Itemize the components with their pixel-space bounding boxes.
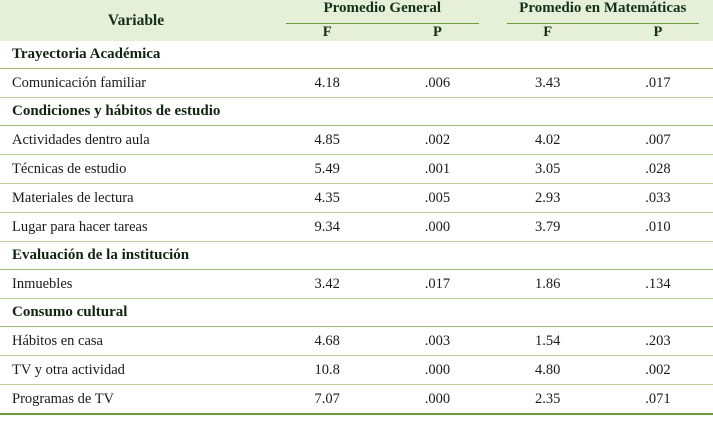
- cell-f-general: 5.49: [272, 155, 382, 184]
- cell-p-general: .000: [382, 385, 492, 415]
- section-label: Consumo cultural: [0, 299, 713, 327]
- row-label: Hábitos en casa: [0, 327, 272, 356]
- cell-p-general: .002: [382, 126, 492, 155]
- row-label: Técnicas de estudio: [0, 155, 272, 184]
- cell-f-matematicas: 4.80: [493, 356, 603, 385]
- cell-f-general: 9.34: [272, 213, 382, 242]
- cell-f-matematicas: 3.79: [493, 213, 603, 242]
- cell-p-general: .005: [382, 184, 492, 213]
- cell-f-general: 4.68: [272, 327, 382, 356]
- column-group-promedio-general-label: Promedio General: [286, 0, 479, 24]
- cell-p-matematicas: .071: [603, 385, 713, 415]
- table-row: [0, 270, 713, 299]
- table-row: [0, 126, 713, 155]
- header-group-row: [0, 0, 713, 24]
- cell-f-matematicas: 2.35: [493, 385, 603, 415]
- cell-f-general: 4.18: [272, 69, 382, 98]
- section-label: Trayectoria Académica: [0, 41, 713, 69]
- column-header-f-general: F: [272, 24, 382, 41]
- cell-f-matematicas: 1.86: [493, 270, 603, 299]
- cell-p-matematicas: .010: [603, 213, 713, 242]
- cell-p-matematicas: .028: [603, 155, 713, 184]
- table-row: [0, 385, 713, 415]
- column-group-promedio-general: [272, 0, 493, 24]
- column-header-variable: Variable: [0, 0, 272, 41]
- cell-p-matematicas: .134: [603, 270, 713, 299]
- row-label: Materiales de lectura: [0, 184, 272, 213]
- row-label: Comunicación familiar: [0, 69, 272, 98]
- table-section-row: [0, 299, 713, 327]
- column-group-promedio-matematicas-label: Promedio en Matemáticas: [507, 0, 700, 24]
- section-label: Evaluación de la institución: [0, 242, 713, 270]
- row-label: Lugar para hacer tareas: [0, 213, 272, 242]
- table-section-row: [0, 98, 713, 126]
- cell-f-general: 7.07: [272, 385, 382, 415]
- cell-p-matematicas: .033: [603, 184, 713, 213]
- cell-p-general: .003: [382, 327, 492, 356]
- table-row: [0, 213, 713, 242]
- cell-f-general: 4.85: [272, 126, 382, 155]
- cell-p-general: .000: [382, 356, 492, 385]
- cell-f-general: 4.35: [272, 184, 382, 213]
- cell-f-general: 10.8: [272, 356, 382, 385]
- table-section-row: [0, 41, 713, 69]
- cell-f-general: 3.42: [272, 270, 382, 299]
- cell-f-matematicas: 3.43: [493, 69, 603, 98]
- table-row: [0, 356, 713, 385]
- cell-f-matematicas: 4.02: [493, 126, 603, 155]
- cell-p-matematicas: .007: [603, 126, 713, 155]
- cell-f-matematicas: 2.93: [493, 184, 603, 213]
- cell-p-matematicas: .203: [603, 327, 713, 356]
- table-row: [0, 184, 713, 213]
- row-label: Inmuebles: [0, 270, 272, 299]
- cell-f-matematicas: 3.05: [493, 155, 603, 184]
- cell-p-general: .017: [382, 270, 492, 299]
- table-section-row: [0, 242, 713, 270]
- column-group-promedio-matematicas: [493, 0, 713, 24]
- column-header-f-matematicas: F: [493, 24, 603, 41]
- cell-p-general: .000: [382, 213, 492, 242]
- column-header-p-general: P: [382, 24, 492, 41]
- row-label: Programas de TV: [0, 385, 272, 415]
- table-row: [0, 155, 713, 184]
- row-label: TV y otra actividad: [0, 356, 272, 385]
- table-body: [0, 41, 713, 414]
- cell-p-general: .001: [382, 155, 492, 184]
- row-label: Actividades dentro aula: [0, 126, 272, 155]
- table-row: [0, 69, 713, 98]
- table-row: [0, 327, 713, 356]
- cell-p-matematicas: .002: [603, 356, 713, 385]
- section-label: Condiciones y hábitos de estudio: [0, 98, 713, 126]
- cell-p-general: .006: [382, 69, 492, 98]
- cell-f-matematicas: 1.54: [493, 327, 603, 356]
- cell-p-matematicas: .017: [603, 69, 713, 98]
- table-header: [0, 0, 713, 41]
- column-header-p-matematicas: P: [603, 24, 713, 41]
